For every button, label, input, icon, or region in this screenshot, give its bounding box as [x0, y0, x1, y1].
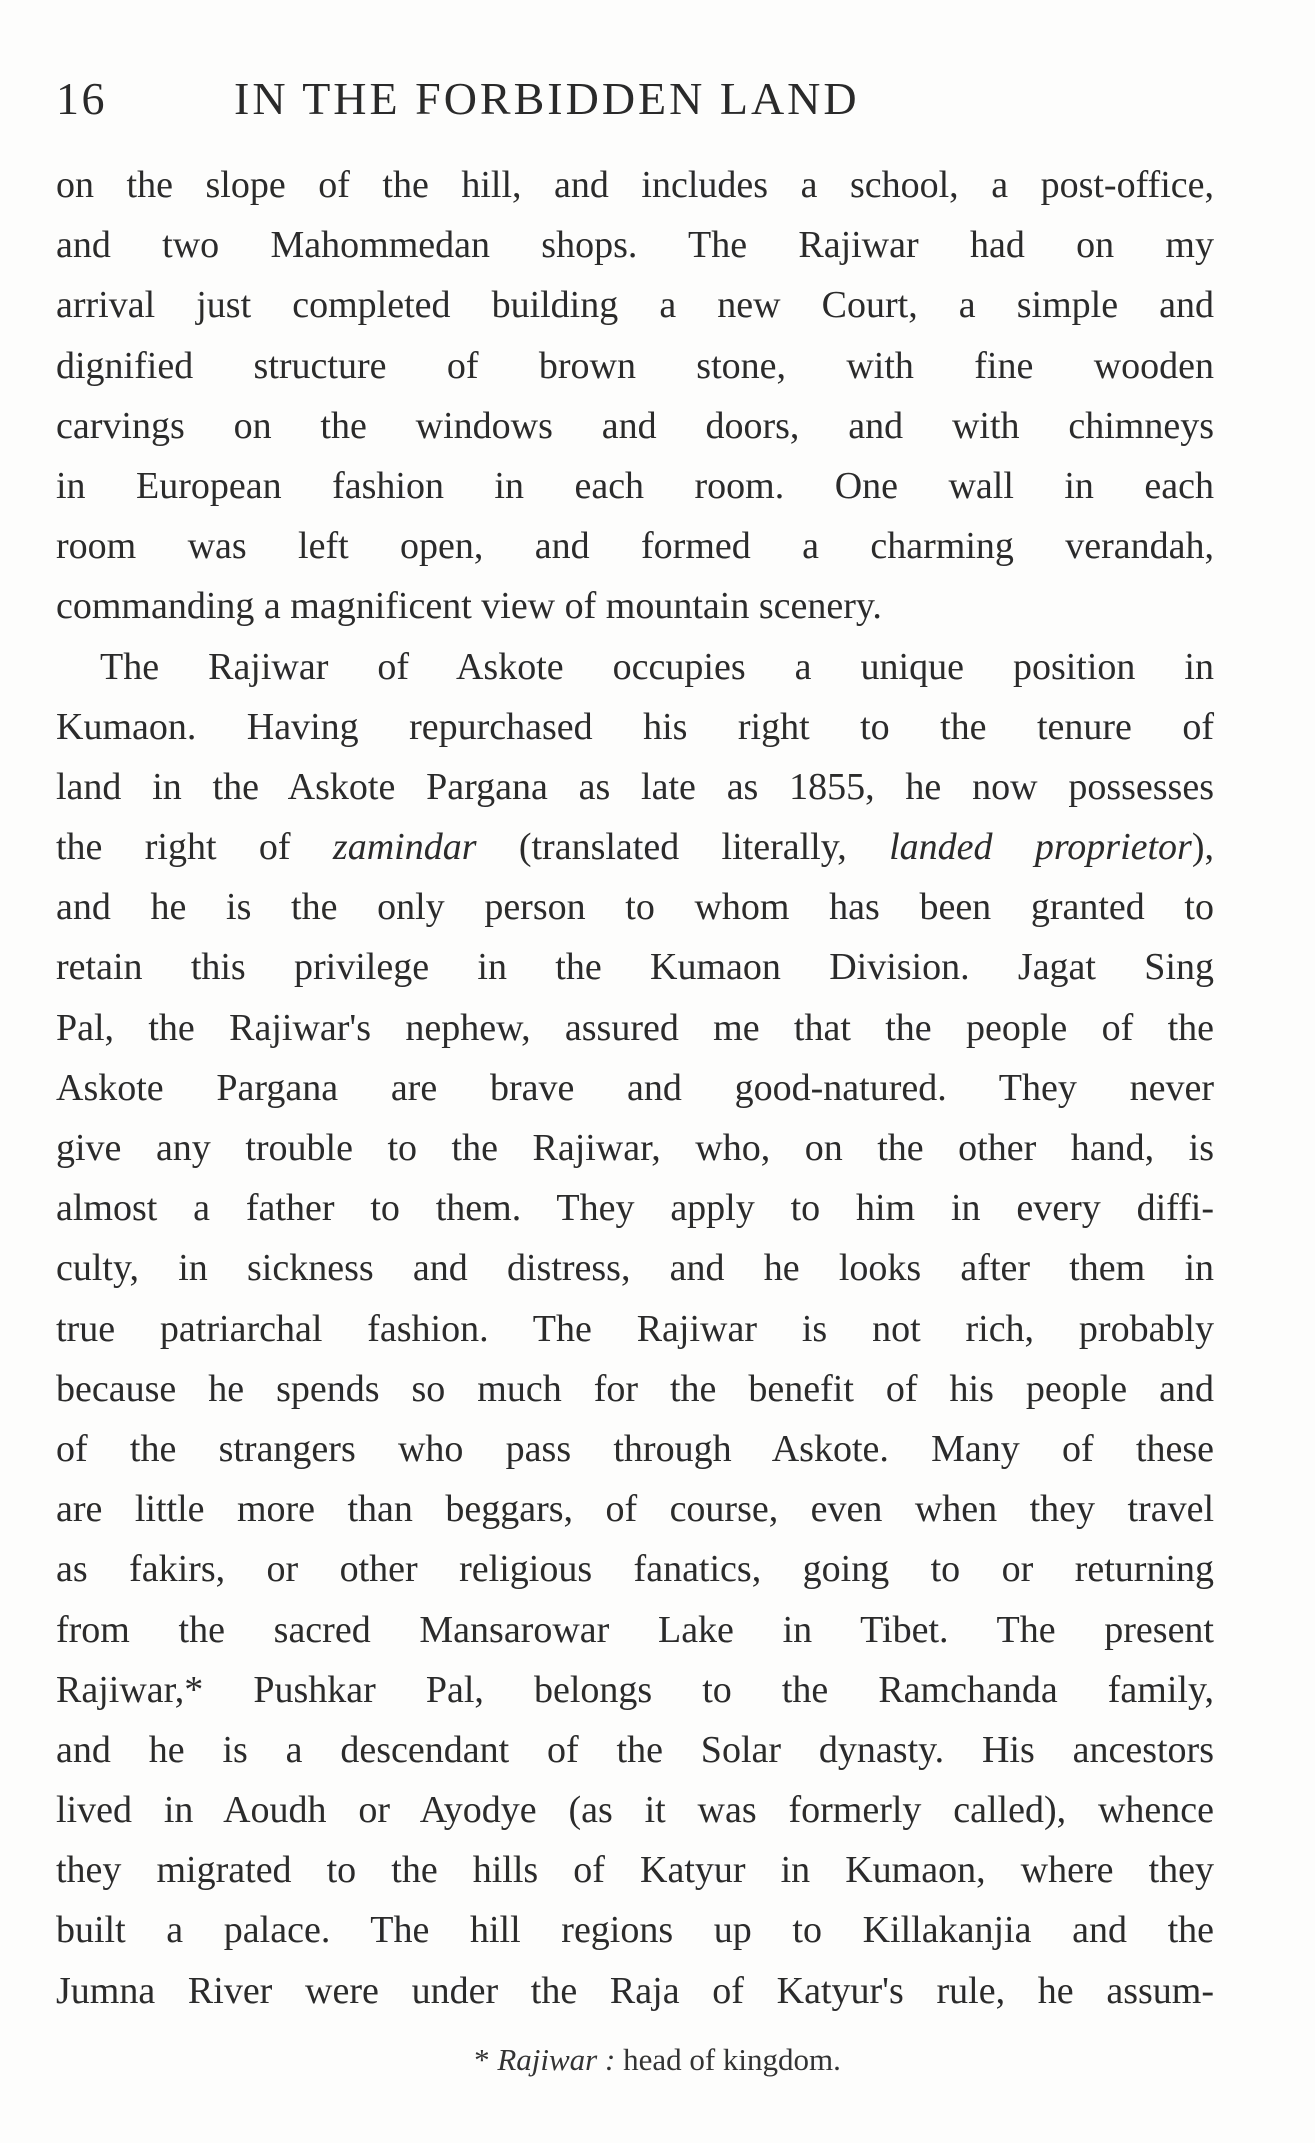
- text-line: dignified structure of brown stone, with fine wooden: [56, 344, 1214, 387]
- text-fragment: ),: [1191, 826, 1214, 869]
- text-line: arrival just completed building a new Court, a simple and: [56, 284, 1214, 327]
- footnote: [0, 2042, 1315, 2078]
- text-line: Askote Pargana are brave and good-natured. They never: [56, 1066, 1214, 1109]
- text-line: are little more than beggars, of course, even when they travel: [56, 1488, 1214, 1531]
- text-line: Rajiwar,* Pushkar Pal, belongs to the Ramchanda family,: [56, 1668, 1214, 1711]
- text-line: because he spends so much for the benefit of his people and: [56, 1367, 1214, 1410]
- body-text: [56, 155, 1214, 2021]
- footnote-text: head of kingdom.: [615, 2042, 841, 2077]
- text-line: culty, in sickness and distress, and he looks after them in: [56, 1247, 1214, 1290]
- text-line: of the strangers who pass through Askote. Many of these: [56, 1427, 1214, 1470]
- text-line: they migrated to the hills of Katyur in Kumaon, where they: [56, 1849, 1214, 1892]
- italic-gloss: landed proprietor: [889, 826, 1192, 869]
- text-line: carvings on the windows and doors, and with chimneys: [56, 404, 1214, 447]
- italic-term-zamindar: zamindar: [332, 826, 477, 869]
- text-line: lived in Aoudh or Ayodye (as it was formerly called), whence: [56, 1789, 1214, 1832]
- text-line: from the sacred Mansarowar Lake in Tibet. The present: [56, 1608, 1214, 1651]
- text-line: Jumna River were under the Raja of Katyur's rule, he assum-: [56, 1969, 1214, 2012]
- text-fragment: the right of: [56, 826, 333, 869]
- text-line: almost a father to them. They apply to him in every diffi-: [56, 1187, 1214, 1230]
- text-line: in European fashion in each room. One wall in each: [56, 464, 1214, 507]
- text-line: commanding a magnificent view of mountain scenery.: [56, 585, 882, 628]
- text-line: Kumaon. Having repurchased his right to the tenure of: [56, 705, 1214, 748]
- text-line: and two Mahommedan shops. The Rajiwar had on my: [56, 224, 1214, 267]
- text-line: as fakirs, or other religious fanatics, going to or returning: [56, 1548, 1214, 1591]
- text-line: on the slope of the hill, and includes a school, a post-office,: [56, 164, 1214, 206]
- text-line: and he is the only person to whom has been granted to: [56, 886, 1214, 929]
- text-line: The Rajiwar of Askote occupies a unique position in: [100, 645, 1214, 688]
- footnote-marker: *: [474, 2042, 498, 2077]
- text-line: Pal, the Rajiwar's nephew, assured me that the people of the: [56, 1006, 1214, 1049]
- footnote-term: Rajiwar :: [497, 2042, 616, 2077]
- running-head: [56, 72, 1226, 132]
- text-line: land in the Askote Pargana as late as 1855, he now possesses: [56, 765, 1214, 808]
- text-line: true patriarchal fashion. The Rajiwar is not rich, probably: [56, 1307, 1214, 1350]
- running-title: IN THE FORBIDDEN LAND: [234, 73, 860, 124]
- text-line: and he is a descendant of the Solar dynasty. His ancestors: [56, 1728, 1214, 1771]
- text-fragment: (translated literally,: [476, 826, 890, 869]
- page-number: 16: [56, 73, 107, 124]
- text-line: retain this privilege in the Kumaon Division. Jagat Sing: [56, 946, 1214, 989]
- text-line: room was left open, and formed a charming verandah,: [56, 525, 1214, 568]
- text-line: built a palace. The hill regions up to Killakanjia and the: [56, 1909, 1214, 1952]
- text-line-with-italics: [56, 817, 1214, 877]
- text-line: give any trouble to the Rajiwar, who, on the other hand, is: [56, 1127, 1214, 1169]
